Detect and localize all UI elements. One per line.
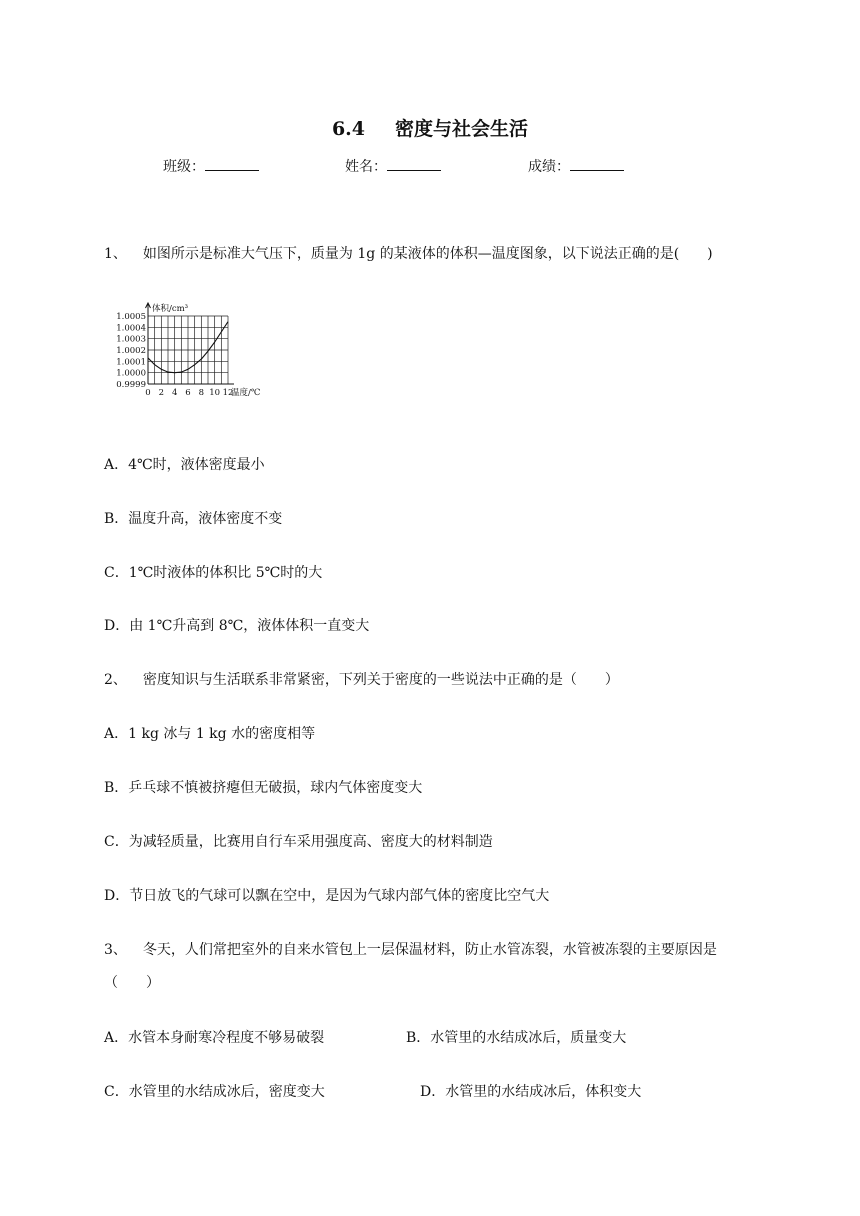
q3-option-a[interactable]: A．水管本身耐寒冷程度不够易破裂 [104, 1030, 325, 1046]
name-blank[interactable] [387, 156, 441, 171]
q3-option-b[interactable]: B．水管里的水结成冰后，质量变大 [406, 1030, 627, 1046]
x-tick-label: 8 [198, 388, 205, 398]
q2-option-b[interactable]: B．乒乓球不慎被挤瘪但无破损，球内气体密度变大 [104, 780, 423, 796]
question-3 [104, 939, 717, 959]
class-field [163, 156, 259, 176]
question-3-stem-continued: （ ） [104, 975, 160, 991]
question-stem: 如图所示是标准大气压下，质量为 1g 的某液体的体积—温度图象，以下说法正确的是( ) [142, 246, 713, 262]
question-stem: 密度知识与生活联系非常紧密，下列关于密度的一些说法中正确的是（ ） [142, 672, 619, 688]
x-tick-label: 2 [158, 388, 165, 398]
question-number: 1、 [104, 246, 127, 262]
name-label: 姓名： [345, 159, 387, 175]
x-axis-label: 温度/℃ [231, 388, 261, 398]
q2-option-a[interactable]: A．1 kg 冰与 1 kg 水的密度相等 [104, 726, 316, 742]
y-tick-label: 1.0004 [116, 323, 146, 334]
x-tick-label: 6 [185, 388, 191, 398]
q1-option-c[interactable]: C．1℃时液体的体积比 5℃时的大 [104, 565, 323, 581]
title-number: 6.4 [331, 118, 366, 140]
y-axis-label: 体积/cm³ [152, 304, 189, 314]
name-field [345, 156, 441, 176]
x-tick-label: 4 [171, 388, 178, 398]
score-blank[interactable] [570, 156, 624, 171]
q2-option-c[interactable]: C．为减轻质量，比赛用自行车采用强度高、密度大的材料制造 [104, 834, 493, 850]
class-label: 班级： [163, 159, 205, 175]
q1-option-d[interactable]: D．由 1℃升高到 8℃，液体体积一直变大 [104, 618, 370, 634]
y-tick-label: 1.0003 [116, 334, 146, 345]
class-blank[interactable] [205, 156, 259, 171]
question-1 [104, 243, 713, 263]
q3-option-c[interactable]: C．水管里的水结成冰后，密度变大 [104, 1084, 325, 1100]
q1-option-b[interactable]: B．温度升高，液体密度不变 [104, 511, 283, 527]
score-label: 成绩： [528, 159, 570, 175]
x-tick-label: 12 [222, 388, 234, 398]
q3-option-d[interactable]: D．水管里的水结成冰后，体积变大 [420, 1084, 642, 1100]
q1-option-a[interactable]: A．4℃时，液体密度最小 [104, 457, 265, 473]
y-tick-label: 1.0001 [116, 357, 146, 368]
score-field [528, 156, 624, 176]
y-tick-label: 0.9999 [116, 380, 146, 390]
question-number: 2、 [104, 672, 127, 688]
y-tick-label: 1.0000 [116, 368, 146, 379]
question-2 [104, 669, 619, 689]
q2-option-d[interactable]: D．节日放飞的气球可以飘在空中，是因为气球内部气体的密度比空气大 [104, 888, 550, 904]
x-tick-label: 0 [145, 388, 151, 398]
question-stem: 冬天，人们常把室外的自来水管包上一层保温材料，防止水管冻裂，水管被冻裂的主要原因是 [142, 942, 717, 958]
volume-temperature-chart [106, 300, 286, 416]
page-title [0, 114, 860, 141]
x-tick-label: 10 [209, 388, 221, 398]
y-tick-label: 1.0002 [116, 346, 146, 356]
y-tick-label: 1.0005 [116, 312, 146, 322]
question-number: 3、 [104, 942, 127, 958]
title-text: 密度与社会生活 [395, 118, 529, 140]
